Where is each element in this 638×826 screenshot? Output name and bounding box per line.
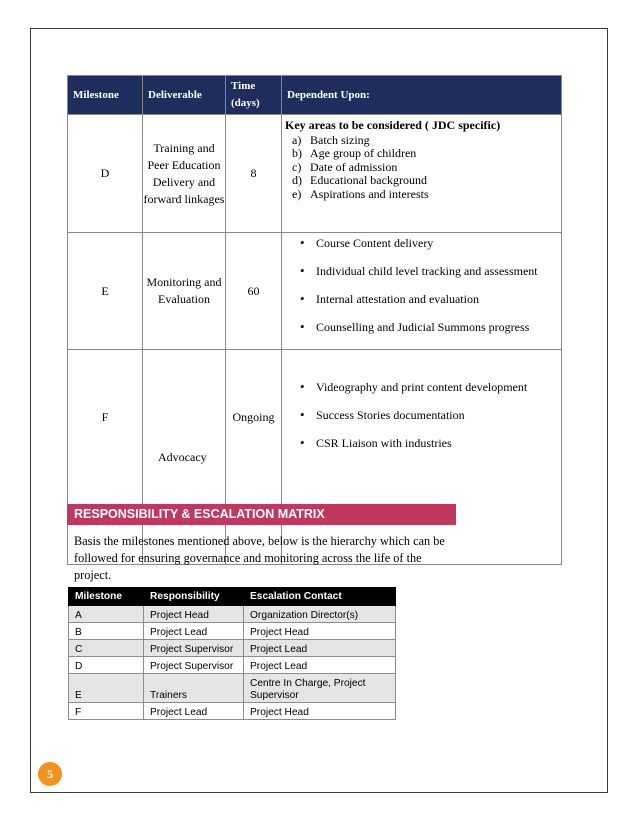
- milestone-cell: D: [68, 115, 143, 233]
- list-letter: d): [292, 173, 302, 187]
- responsibility-cell: Project Head: [144, 606, 244, 623]
- milestone-cell: F: [68, 350, 143, 565]
- section-paragraph: Basis the milestones mentioned above, below is the hierarchy which can be followed for ensuring governance and monitoring across the life of the project.: [74, 534, 445, 582]
- page-number-badge: 5: [38, 762, 62, 786]
- milestone-cell: E: [69, 674, 144, 703]
- milestone-cell: D: [69, 657, 144, 674]
- dependent-cell: [282, 115, 562, 233]
- list-item: • Individual child level tracking and assessment: [316, 264, 557, 278]
- milestone-table: [67, 75, 562, 565]
- milestone-cell: E: [68, 233, 143, 350]
- list-item: [292, 186, 557, 202]
- responsibility-cell: Project Lead: [144, 623, 244, 640]
- responsibility-cell: Trainers: [144, 674, 244, 703]
- list-item: [292, 146, 557, 161]
- list-text: Aspirations and interests: [310, 186, 429, 201]
- escalation-cell: Project Head: [244, 623, 396, 640]
- milestone-cell: B: [69, 623, 144, 640]
- list-item: • Counselling and Judicial Summons progress: [316, 320, 557, 334]
- list-text: Date of admission: [310, 159, 398, 174]
- list-item: • CSR Liaison with industries: [316, 436, 557, 450]
- responsibility-cell: Project Supervisor: [144, 657, 244, 674]
- time-cell: 60: [226, 233, 282, 350]
- deliverable-cell: [143, 233, 226, 350]
- deliverable-cell: [143, 115, 226, 233]
- list-item: [292, 159, 557, 175]
- escalation-table-header: [69, 588, 396, 606]
- list-text: Educational background: [310, 173, 427, 187]
- table-row: [69, 640, 396, 657]
- header-time: [226, 76, 282, 115]
- deliverable-text: Training and Peer Education Delivery and forward linkages: [143, 140, 225, 206]
- header-escalation: Escalation Contact: [244, 588, 396, 606]
- milestone-cell: C: [69, 640, 144, 657]
- table-row: [69, 623, 396, 640]
- responsibility-cell: Project Lead: [144, 703, 244, 720]
- list-letter: b): [292, 146, 302, 160]
- table-row: [68, 115, 562, 233]
- time-cell: Ongoing: [226, 350, 282, 565]
- header-milestone: Milestone: [68, 76, 143, 115]
- list-letter: c): [292, 159, 302, 174]
- list-item: • Success Stories documentation: [316, 408, 557, 422]
- dependent-cell: [282, 233, 562, 350]
- responsibility-cell: Project Supervisor: [144, 640, 244, 657]
- list-letter: a): [292, 132, 302, 147]
- list-text: Batch sizing: [310, 132, 370, 147]
- table-row: [69, 606, 396, 623]
- escalation-cell: Organization Director(s): [244, 606, 396, 623]
- table-row: [69, 674, 396, 703]
- list-item: [292, 132, 557, 148]
- header-time-label: Time (days): [231, 80, 260, 109]
- escalation-cell: Project Lead: [244, 657, 396, 674]
- table-row: [68, 233, 562, 350]
- bullet-list: [288, 380, 557, 450]
- list-item: [292, 173, 557, 188]
- table-row: [69, 703, 396, 720]
- list-item: • Internal attestation and evaluation: [316, 292, 557, 306]
- table-row: [69, 657, 396, 674]
- deliverable-cell: Advocacy: [143, 350, 226, 565]
- escalation-cell: Centre In Charge, Project Supervisor: [244, 674, 396, 703]
- list-item: • Videography and print content development: [316, 380, 557, 394]
- alpha-list: [288, 134, 557, 202]
- escalation-table: [68, 587, 396, 720]
- milestone-cell: F: [69, 703, 144, 720]
- section-banner: RESPONSIBILITY & ESCALATION MATRIX: [67, 504, 456, 525]
- list-letter: e): [292, 186, 302, 201]
- header-dependent: Dependent Upon:: [282, 76, 562, 115]
- header-deliverable: Deliverable: [143, 76, 226, 115]
- deliverable-text: Monitoring and Evaluation: [146, 275, 222, 306]
- escalation-cell: Project Lead: [244, 640, 396, 657]
- header-responsibility: Responsibility: [144, 588, 244, 606]
- dependent-title: Key areas to be considered ( JDC specific): [285, 118, 501, 132]
- header-milestone: Milestone: [69, 588, 144, 606]
- milestone-cell: A: [69, 606, 144, 623]
- milestone-table-header: [68, 76, 562, 115]
- list-text: Age group of children: [310, 146, 417, 160]
- bullet-list: [288, 236, 557, 334]
- time-cell: 8: [226, 115, 282, 233]
- escalation-cell: Project Head: [244, 703, 396, 720]
- list-item: • Course Content delivery: [316, 236, 557, 250]
